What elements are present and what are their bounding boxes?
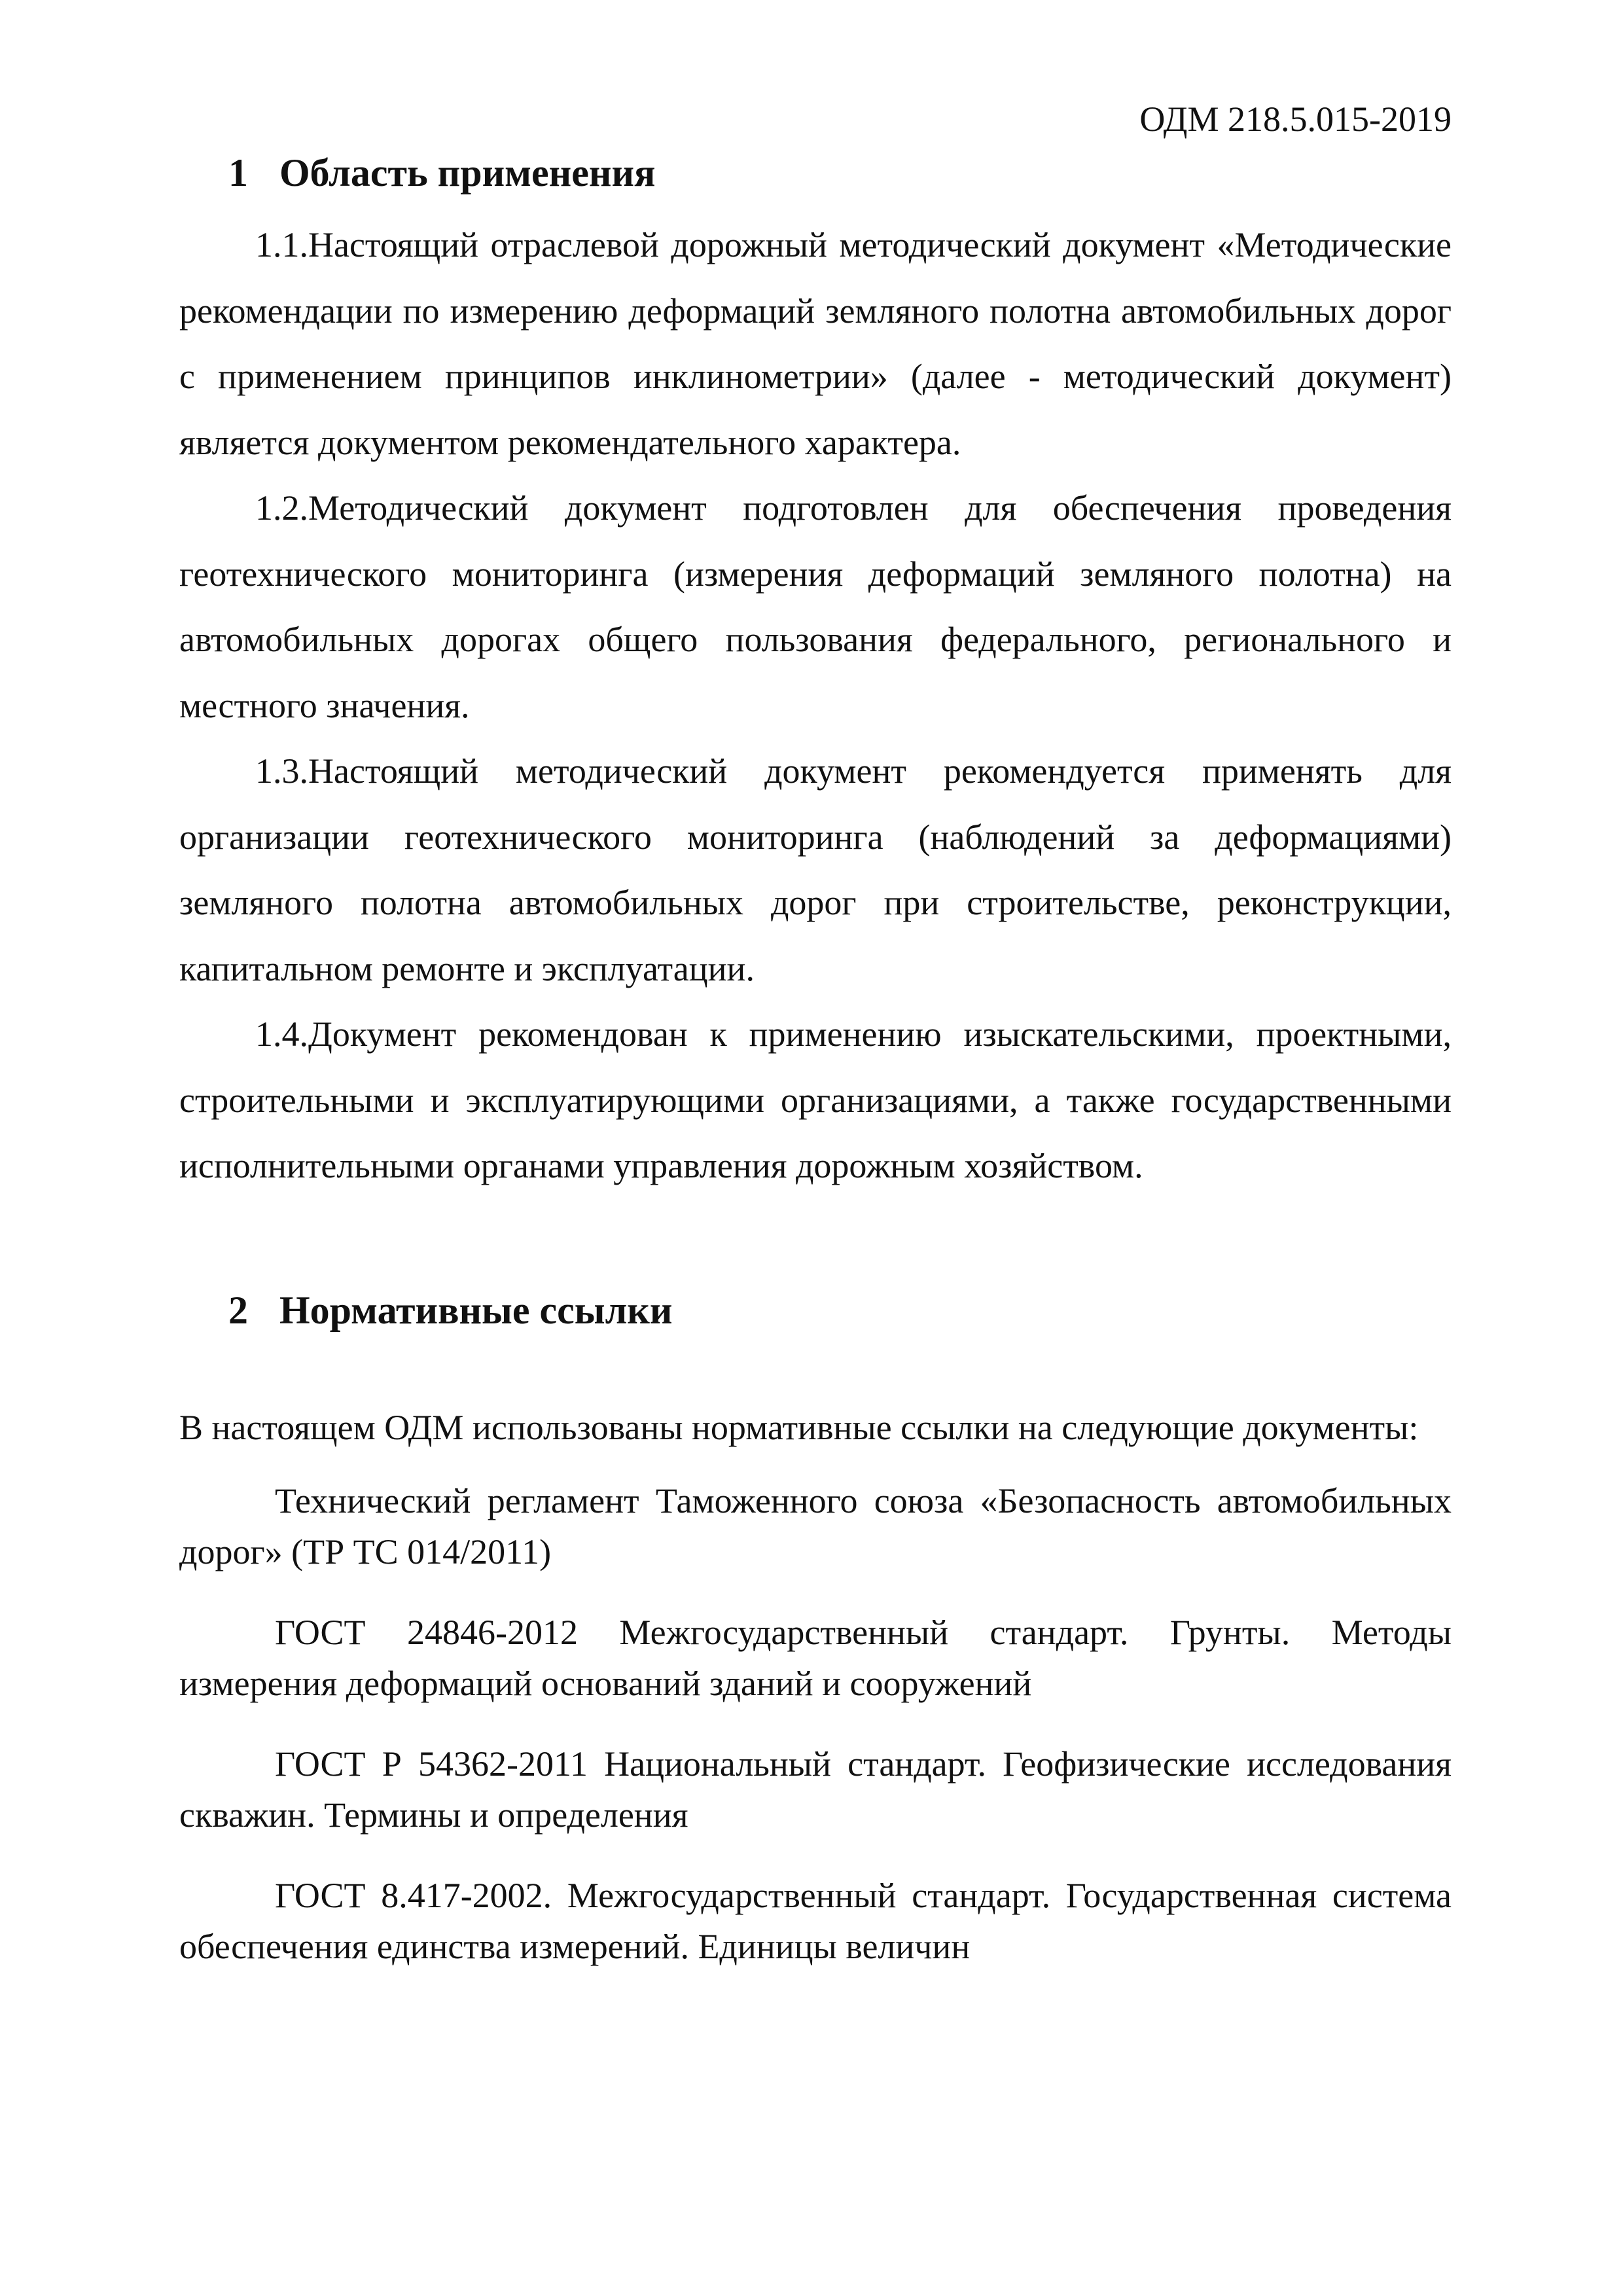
paragraph-1-1: 1.1.Настоящий отраслевой дорожный методический документ «Методические рекомендации по измерению деформаций земляного полотна автомобильных дорог с применением принципов инклинометрии» (далее - методический документ) является документом рекомендательного характера. <box>179 225 1452 462</box>
reference-item: ГОСТ 24846-2012 Межгосударственный стандарт. Грунты. Методы измерения деформаций оснований зданий и сооружений <box>179 1612 1452 1703</box>
section-2-number: 2 <box>228 1288 248 1332</box>
reference-item: Технический регламент Таможенного союза «Безопасность автомобильных дорог» (ТР ТС 014/2011) <box>179 1480 1452 1571</box>
reference-item: ГОСТ 8.417-2002. Межгосударственный стандарт. Государственная система обеспечения единства измерений. Единицы величин <box>179 1875 1452 1966</box>
paragraph-1-3: 1.3.Настоящий методический документ рекомендуется применять для организации геотехнического мониторинга (наблюдений за деформациями) земляного полотна автомобильных дорог при строительстве, реконструкции, капитальном ремонте и эксплуатации. <box>179 751 1452 988</box>
paragraph-1-4: 1.4.Документ рекомендован к применению изыскательскими, проектными, строительными и эксплуатирующими организациями, а также государственными исполнительными органами управления дорожным хозяйством. <box>179 1014 1452 1185</box>
paragraph-1-2: 1.2.Методический документ подготовлен для обеспечения проведения геотехнического мониторинга (измерения деформаций земляного полотна) на автомобильных дорогах общего пользования федерального, регионального и местного значения. <box>179 488 1452 725</box>
section-2-title: Нормативные ссылки <box>279 1288 673 1332</box>
section-1-number: 1 <box>228 151 248 194</box>
section-1-heading <box>228 149 1452 196</box>
section-1-title: Область применения <box>279 151 656 194</box>
section-2-heading <box>228 1287 1452 1334</box>
page-content <box>179 137 1452 2001</box>
references-intro: В настоящем ОДМ использованы нормативные ссылки на следующие документы: <box>179 1407 1419 1447</box>
document-code: ОДМ 218.5.015-2019 <box>1139 99 1452 139</box>
reference-item: ГОСТ Р 54362-2011 Национальный стандарт. Геофизические исследования скважин. Термины и определения <box>179 1744 1452 1835</box>
